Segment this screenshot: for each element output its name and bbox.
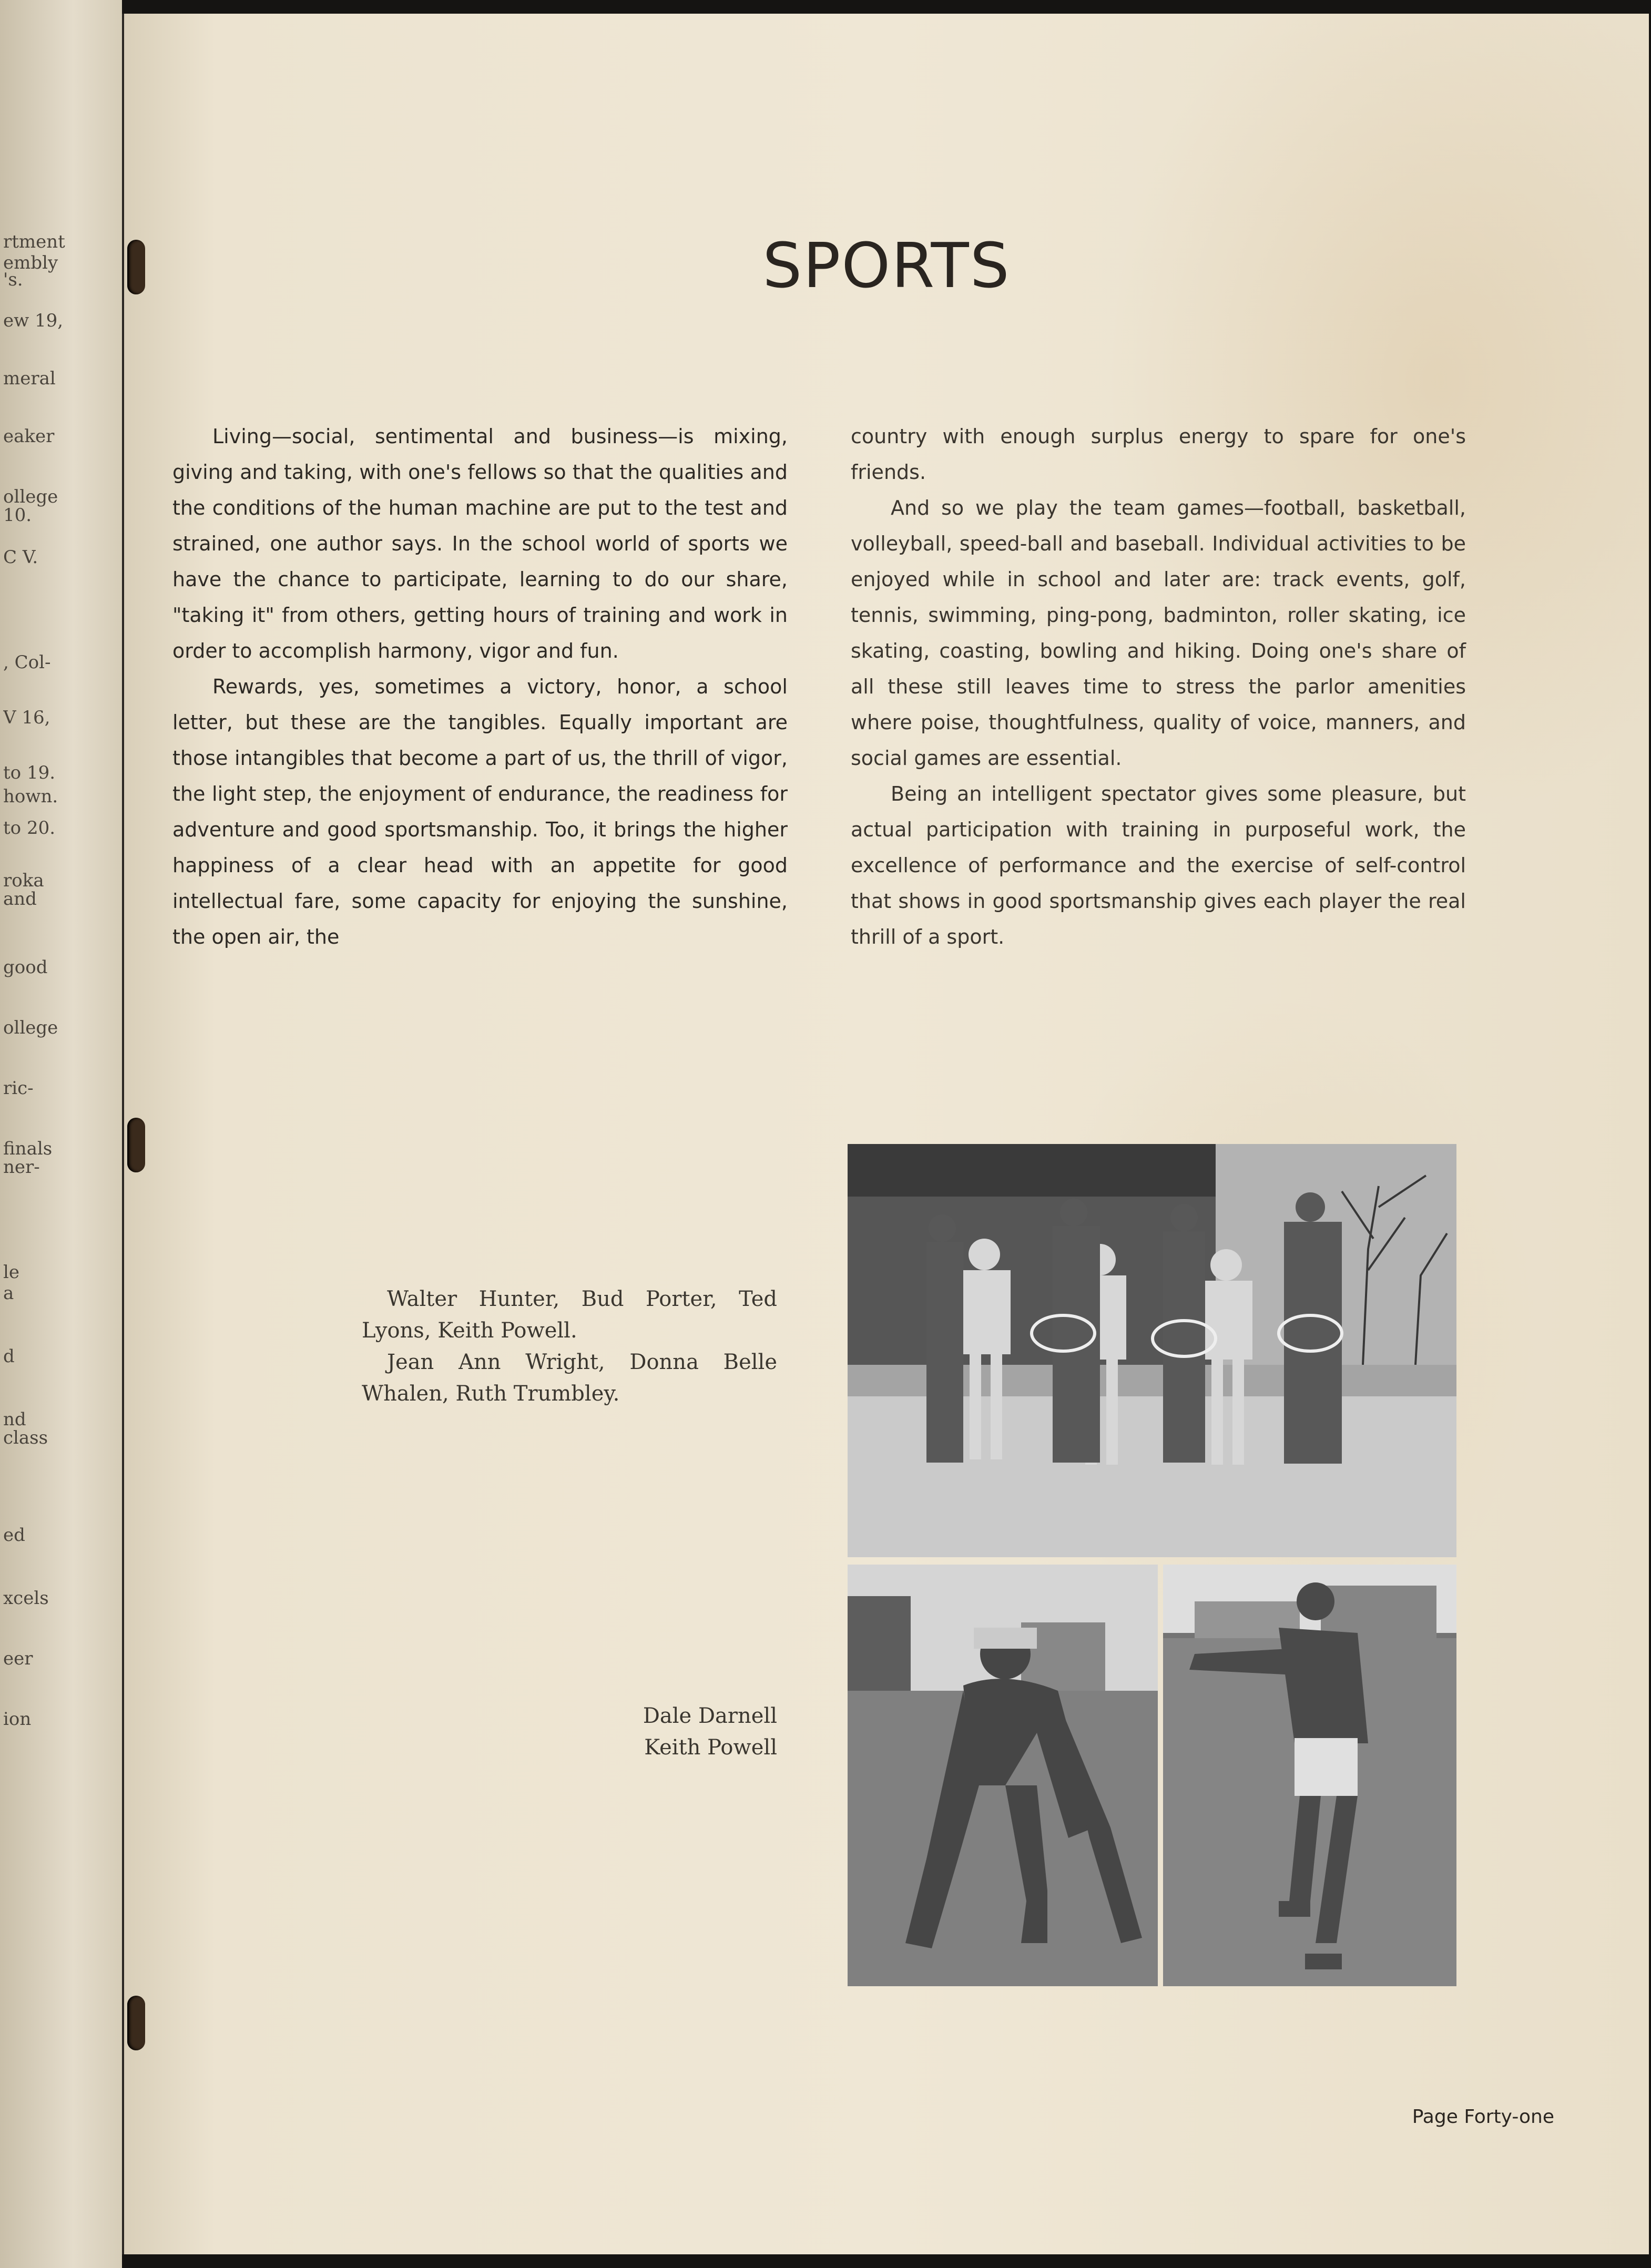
caption-line: Dale Darnell bbox=[643, 1704, 777, 1728]
tennis-photo-caption bbox=[362, 1283, 777, 1409]
tennis-team-photo bbox=[848, 1144, 1456, 1557]
caption-line: Walter Hunter, Bud Porter, Ted Lyons, Keith Powell. bbox=[362, 1287, 777, 1343]
paragraph: Living—social, sentimental and business—is mixing, giving and taking, with one's fellows so that the qualities and the conditions of the human machine are put to the test and strained, one author says. In the school world of sports we have the chance to participate, learning to do our share, "taking it" from others, getting hours of training and work in order to accomplish harmony, vigor and fun. bbox=[172, 425, 788, 662]
paragraph: And so we play the team games—football, basketball, volleyball, speed-ball and baseball. Individual activities to be enjoyed while in school and later are: track events, golf, tennis, swimming, ping-pong, badminton, roller skating, ice skating, coasting, bowling and hiking. Doing one's share of all these still leaves time to stress the parlor amenities where poise, thoughtfulness, quality of voice, manners, and social games are essential. bbox=[851, 496, 1466, 770]
previous-page-text-fragment: hown. bbox=[3, 786, 58, 807]
previous-page-text-fragment: ollege bbox=[3, 1017, 58, 1038]
previous-page-text-fragment: to 19. bbox=[3, 762, 56, 783]
previous-page-text-fragment: 10. bbox=[3, 505, 32, 526]
previous-page-text-fragment: ew 19, bbox=[3, 310, 64, 331]
thrower-photo bbox=[1163, 1565, 1456, 1986]
previous-page-text-fragment: embly bbox=[3, 252, 58, 273]
page-number: Page Forty-one bbox=[1412, 2106, 1554, 2128]
previous-page-text-fragment: 's. bbox=[3, 269, 23, 290]
previous-page-text-fragment: rtment bbox=[3, 231, 65, 252]
binder-hole bbox=[127, 1118, 145, 1172]
previous-page-text-fragment: xcels bbox=[3, 1588, 49, 1609]
previous-page-text-fragment: to 20. bbox=[3, 818, 56, 839]
previous-page-text-fragment: ric- bbox=[3, 1078, 34, 1099]
binder-hole bbox=[127, 1996, 145, 2050]
previous-page-text-fragment: ion bbox=[3, 1709, 32, 1730]
previous-page-text-fragment: eaker bbox=[3, 426, 55, 447]
previous-page-text-fragment: a bbox=[3, 1283, 14, 1304]
right-text-column bbox=[851, 418, 1466, 955]
previous-page-text-fragment: d bbox=[3, 1346, 15, 1367]
previous-page-text-fragment: and bbox=[3, 888, 37, 910]
left-text-column bbox=[172, 418, 788, 955]
previous-page-edge bbox=[0, 0, 122, 2268]
runner-photo bbox=[848, 1565, 1158, 1986]
paragraph: Being an intelligent spectator gives some pleasure, but actual participation with training in purposeful work, the excellence of performance and the exercise of self-control that shows in good sportsmanship gives each player the real thrill of a sport. bbox=[851, 782, 1466, 948]
previous-page-text-fragment: , Col- bbox=[3, 652, 51, 673]
previous-page-text-fragment: class bbox=[3, 1427, 48, 1448]
previous-page-text-fragment: finals bbox=[3, 1138, 53, 1159]
previous-page-text-fragment: good bbox=[3, 957, 48, 978]
previous-page-text-fragment: meral bbox=[3, 368, 56, 389]
previous-page-text-fragment: eer bbox=[3, 1648, 33, 1669]
previous-page-text-fragment: nd bbox=[3, 1409, 26, 1430]
previous-page-text-fragment: C V. bbox=[3, 547, 38, 568]
caption-line: Jean Ann Wright, Donna Belle Whalen, Ruth Trumbley. bbox=[362, 1350, 777, 1406]
previous-page-text-fragment: ner- bbox=[3, 1157, 40, 1178]
previous-page-text-fragment: ollege bbox=[3, 486, 58, 507]
previous-page-text-fragment: V 16, bbox=[3, 707, 50, 728]
previous-page-text-fragment: ed bbox=[3, 1525, 25, 1546]
previous-page-text-fragment: roka bbox=[3, 870, 44, 891]
page-title: SPORTS bbox=[762, 229, 1011, 302]
previous-page-text-fragment: le bbox=[3, 1262, 19, 1283]
paragraph-continuation: country with enough surplus energy to spare for one's friends. bbox=[851, 425, 1466, 484]
track-photo-caption bbox=[625, 1700, 777, 1763]
caption-line: Keith Powell bbox=[644, 1735, 777, 1760]
sports-page bbox=[122, 14, 1649, 2254]
paragraph: Rewards, yes, sometimes a victory, honor, a school letter, but these are the tangibles. Equally important are those intangibles that become a part of us, the thrill of vigor, the light step, the enjoyment of endurance, the readiness for adventure and good sportsmanship. Too, it brings the higher happiness of a clear head with an appetite for good intellectual fare, some capacity for enjoying the sunshine, the open air, the bbox=[172, 675, 788, 948]
